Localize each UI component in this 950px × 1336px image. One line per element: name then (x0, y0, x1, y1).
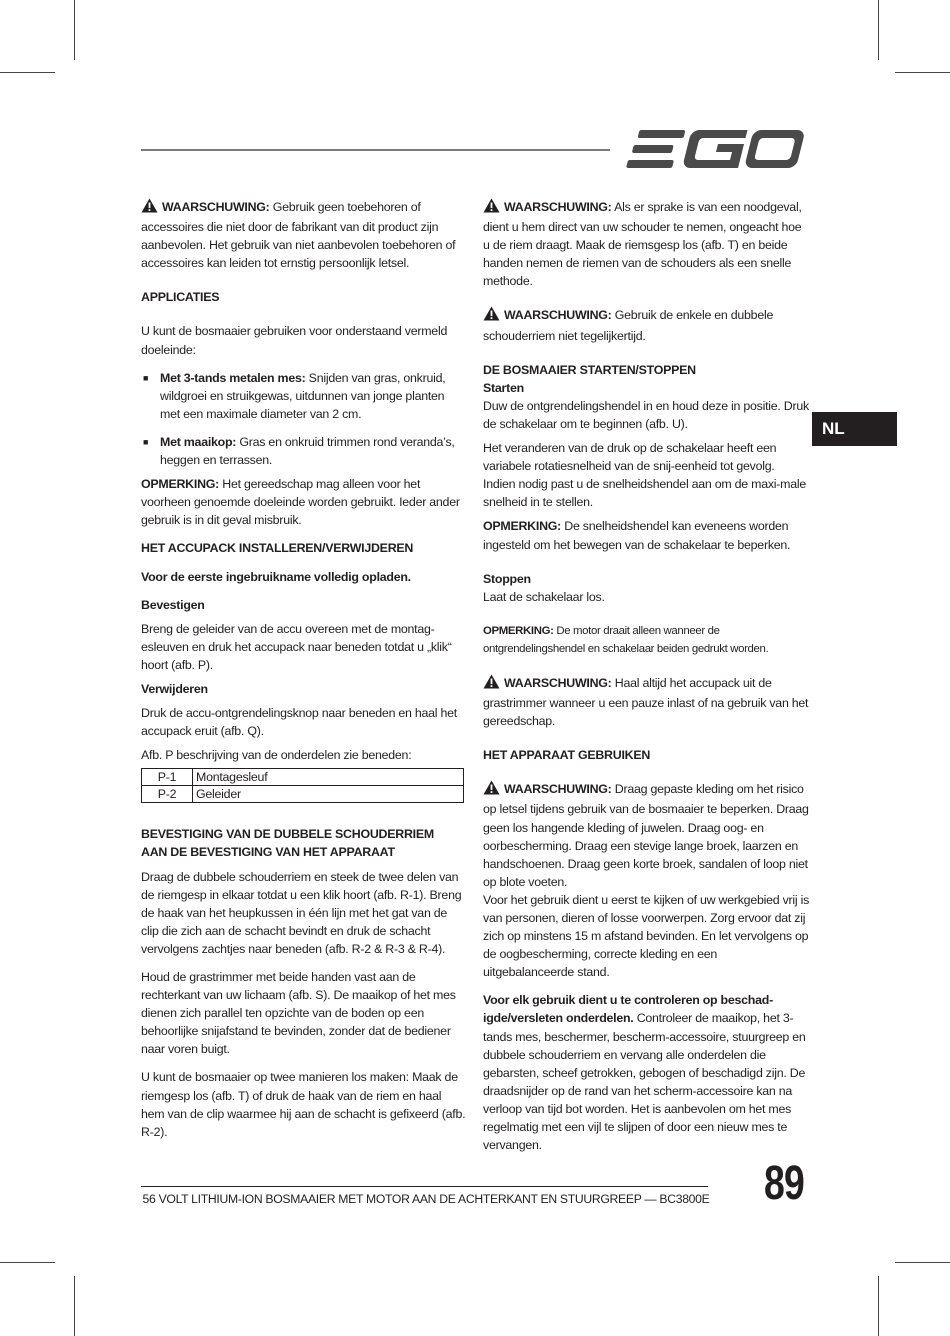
warning-label: WAARSCHUWING: (504, 675, 612, 690)
harness-text: Draag de dubbele schouderriem en steek de twee delen van de riemgesp in elkaar totdat u een klik hoort (afb. R-1). Breng de haak van het heupkussen in één lijn met het gat van de clip die zich aan de schacht bevindt en druk de schacht vervolgens zachtjes naar beneden (afb. R-2 & R-3 & R-4). (141, 869, 462, 956)
warning-icon (483, 780, 500, 800)
check-text: Controleer de maaikop, het 3-tands mes, beschermer, bescherm-accessoire, stuurgreep en dubbele schouderriem en vervang alle onderdelen die gebarsten, scheef getrokken, gebogen of beschadigd zijn. De draadsnijder op de rand van het scherm-accessoire kan na verloop van tijd bot worden. Het is aanbevolen om het mes regelmatig met een vijl te slijpen of door een nieuw mes te vervangen. (483, 1011, 806, 1153)
crop-mark (878, 1276, 879, 1336)
note-label: OPMERKING: (483, 624, 554, 637)
warning-icon (483, 674, 500, 694)
warning-icon (483, 306, 500, 326)
bullet-icon: ■ (143, 436, 149, 447)
bullet-label: Met maaikop: (160, 434, 237, 449)
warning-text: Haal altijd het accupack uit de grastrimmer wanneer u een pauze inlast of na gebruik van het gereedschap. (483, 675, 809, 729)
part-name: Montagesleuf (193, 769, 464, 786)
crop-mark (0, 1262, 55, 1263)
footer-rule (141, 1186, 708, 1187)
warning-label: WAARSCHUWING: (162, 200, 270, 214)
check-label: Voor elk gebruik dient u te controleren op beschad-igde/versleten onderdelen. (483, 993, 773, 1026)
note-text: De snelheidshendel kan eveneens worden ingesteld om het bewegen van de schakelaar te beperken. (483, 519, 791, 552)
language-tab: NL (812, 412, 897, 446)
bullet-text: Snijden van gras, onkruid, wildgroei en struikgewas, uitdunnen van jonge planten met een maximale diameter van 2 cm. (160, 370, 446, 421)
section-heading-battery: HET ACCUPACK INSTALLEREN/VERWIJDEREN (141, 541, 414, 556)
use-text: Voor het gebruik dient u eerst te kijken of uw werkgebied vrij is van personen, dieren of losse voorwerpen. Zorg ervoor dat zij zich op minstens 15 m afstand bevinden. En let vervolgens op de oogbescherming, correcte kleding en een uitgebalanceerde stand. (483, 892, 810, 980)
table-row (142, 769, 464, 786)
crop-mark (895, 1262, 950, 1263)
note-text: Het gereedschap mag alleen voor het voorheen genoemde doeleinde worden gebruikt. Ieder ander gebruik is in dit geval misbruik. (141, 477, 460, 528)
start-text: Het veranderen van de druk op de schakelaar heeft een variabele rotatiesnelheid van de snij-eenheid tot gevolg. Indien nodig past u de snelheidshendel aan om de maxi-male snelheid in te stellen. (483, 441, 807, 510)
table-row (142, 786, 464, 803)
warning-paragraph (483, 674, 810, 730)
warning-label: WAARSCHUWING: (504, 308, 612, 323)
subheading-attach: Bevestigen (141, 597, 205, 612)
part-name: Geleider (193, 786, 464, 803)
section-heading-use: HET APPARAAT GEBRUIKEN (483, 748, 651, 763)
ego-logo-graphic (626, 128, 804, 170)
crop-mark (878, 0, 879, 60)
ego-logo (626, 128, 804, 175)
right-column (483, 198, 810, 1154)
part-code: P-2 (142, 786, 193, 803)
heading-line: AAN DE BEVESTIGING VAN HET APPARAAT (141, 845, 395, 860)
subheading-remove: Verwijderen (141, 681, 208, 696)
warning-text: Gebruik geen toebehoren of accessoires die niet door de fabrikant van dit product zijn aanbevolen. Het gebruik van niet aanbevolen toebehoren of accessoires kan leiden tot ernstig persoonlijk letsel. (141, 200, 456, 271)
warning-icon (141, 198, 158, 218)
heading-line: BEVESTIGING VAN DE DUBBELE SCHOUDERRIEM (141, 827, 434, 842)
warning-paragraph (483, 780, 810, 891)
warning-text: Draag gepaste kleding om het risico op letsel tijdens gebruik van de bosmaaier te beperken. Draag geen los hangende kleding of juwelen. Draag oog- en oorbescherming. Draag een stevige lange broek, laarzen en handschoenen. Draag geen korte broek, sandalen of loop niet op blote voeten. (483, 782, 809, 889)
bullet-text: Gras en onkruid trimmen rond veranda’s, heggen en terrassen. (160, 434, 455, 468)
note-paragraph (483, 517, 810, 553)
warning-icon (483, 198, 500, 218)
section-heading-applications: APPLICATIES (141, 290, 220, 305)
list-item (141, 433, 466, 469)
warning-text: Gebruik de enkele en dubbele schouderriem niet tegelijkertijd. (483, 308, 774, 343)
harness-text: Houd de grastrimmer met beide handen vast aan de rechterkant van uw lichaam (afb. S). De maaikop of het mes dienen zich parallel ten opzichte van de boden op een behoorlijke snijafstand te bevinden, zonder dat de bediener naar voren buigt. (141, 970, 456, 1057)
warning-label: WAARSCHUWING: (504, 782, 612, 797)
harness-text: U kunt de bosmaaier op twee manieren los maken: Maak de riemgesp los (afb. T) of druk de haak van de riem en haal hem van de clip waarmee hij aan de schacht is gefixeerd (afb. R-2). (141, 1070, 466, 1139)
footer-text: 56 VOLT LITHIUM-ION BOSMAAIER MET MOTOR AAN DE ACHTERKANT EN STUURGREEP — BC3800E (142, 1192, 710, 1206)
attach-text: Breng de geleider van de accu overeen met de montag-esleuven en druk het accupack naar beneden totdat u „klik“ hoort (afb. P). (141, 621, 452, 672)
subheading-start: Starten (483, 380, 524, 395)
warning-paragraph (483, 198, 810, 290)
parts-table (141, 768, 464, 803)
note-paragraph (483, 622, 810, 658)
bullet-label: Met 3-tands metalen mes: (160, 370, 306, 385)
note-text: De motor draait alleen wanneer de ontgrendelingshendel en schakelaar beiden gedrukt worden. (483, 624, 769, 655)
start-text: Duw de ontgrendelingshendel in en houd deze in positie. Druk de schakelaar om te beginnen (afb. U). (483, 398, 809, 431)
crop-mark (895, 72, 950, 73)
note-label: OPMERKING: (141, 477, 220, 492)
section-heading-harness (141, 825, 466, 861)
warning-paragraph (483, 306, 810, 344)
remove-text: Druk de accu-ontgrendelingsknop naar beneden en haal het accupack eruit (afb. Q). (141, 706, 457, 739)
left-column (141, 198, 466, 1141)
crop-mark (74, 1276, 75, 1336)
warning-paragraph (141, 198, 466, 272)
crop-mark (0, 72, 55, 73)
battery-charge-note: Voor de eerste ingebruikname volledig opladen. (141, 569, 411, 584)
list-item (141, 369, 466, 423)
parts-caption: Afb. P beschrijving van de onderdelen zie beneden: (141, 748, 412, 763)
bullet-icon: ■ (143, 372, 149, 383)
section-heading-start-stop: DE BOSMAAIER STARTEN/STOPPEN (483, 362, 696, 377)
subheading-stop: Stoppen (483, 571, 531, 586)
note-label: OPMERKING: (483, 519, 562, 534)
crop-mark (74, 0, 75, 60)
stop-text: Laat de schakelaar los. (483, 589, 605, 604)
check-paragraph (483, 991, 810, 1154)
part-code: P-1 (142, 769, 193, 786)
applications-intro: U kunt de bosmaaier gebruiken voor onderstaand vermeld doeleinde: (141, 324, 448, 357)
note-paragraph (141, 475, 466, 529)
page-number: 89 (764, 1157, 805, 1210)
warning-text: Als er sprake is van een noodgeval, dient u hem direct van uw schouder te nemen, ongeacht hoe u de riem draagt. Maak de riemsgesp los (afb. T) en beide handen nemen de riemen van de schouders als een snelle methode. (483, 200, 802, 289)
warning-label: WAARSCHUWING: (504, 200, 612, 214)
header-rule (141, 149, 610, 151)
